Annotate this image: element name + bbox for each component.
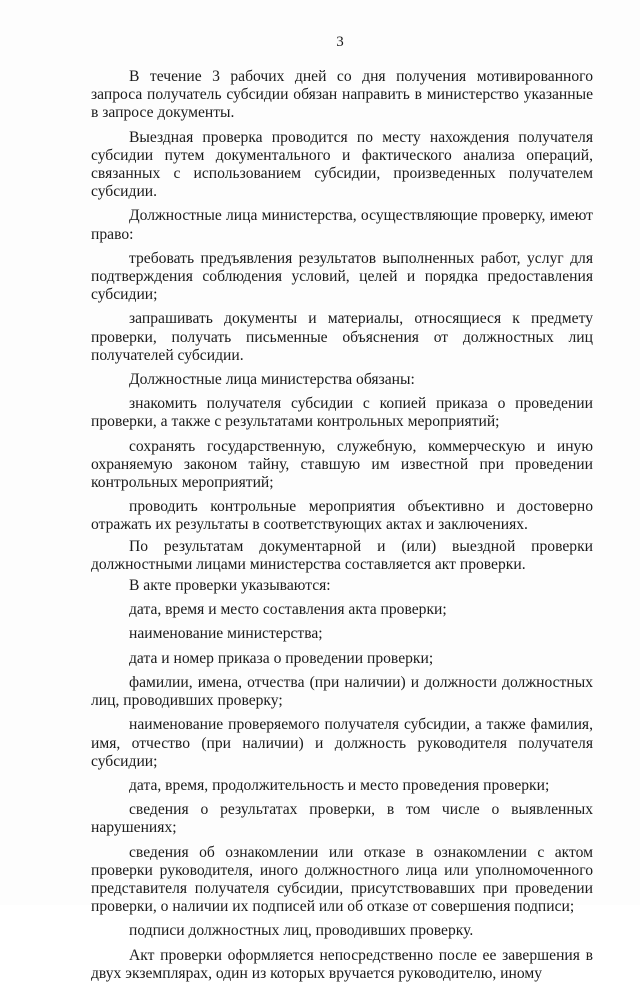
list-item: фамилии, имена, отчества (при наличии) и должности должностных лиц, проводивших проверку; xyxy=(91,673,593,710)
list-item: сведения о результатах проверки, в том числе о выявленных нарушениях; xyxy=(91,801,593,837)
list-item: запрашивать документы и материалы, относящиеся к предмету проверки, получать письменные объяснения от должностных лиц получателей субсидии. xyxy=(91,310,593,364)
paragraph: Акт проверки оформляется непосредственно после ее завершения в двух экземплярах, один из которых вручается руководителю, иному xyxy=(91,946,593,982)
paragraph: Должностные лица министерства, осуществляющие проверку, имеют право: xyxy=(91,207,593,243)
document-body xyxy=(91,68,593,983)
list-item: дата и номер приказа о проведении проверки; xyxy=(129,649,434,667)
paragraph: В акте проверки указываются: xyxy=(129,577,331,595)
paragraph: Должностные лица министерства обязаны: xyxy=(129,371,415,389)
list-item: проводить контрольные мероприятия объективно и достоверно отражать их результаты в соответствующих актах и заключениях. xyxy=(91,498,593,534)
list-item: дата, время, продолжительность и место проведения проверки; xyxy=(129,776,550,794)
list-item: подписи должностных лиц, проводивших проверку. xyxy=(129,922,474,940)
list-item: требовать предъявления результатов выполненных работ, услуг для подтверждения соблюдения условий, целей и порядка предоставления субсидии; xyxy=(91,249,593,304)
list-item: сведения об ознакомлении или отказе в ознакомлении с актом проверки руководителя, иного должностного лица или уполномоченного представителя получателя субсидии, присутствовавших при проведении проверки, о наличии их подписей или об отказе от совершения подписи; xyxy=(91,843,593,916)
paragraph: Выездная проверка проводится по месту нахождения получателя субсидии путем документального и фактического анализа операций, связанных с использованием субсидии, произведенных получателем субсидии. xyxy=(91,128,593,201)
paragraph: По результатам документарной и (или) выездной проверки должностными лицами министерства составляется акт проверки. xyxy=(91,537,593,573)
paragraph: В течение 3 рабочих дней со дня получения мотивированного запроса получатель субсидии обязан направить в министерство указанные в запросе документы. xyxy=(91,68,593,122)
list-item: сохранять государственную, служебную, коммерческую и иную охраняемую законом тайну, ставшую им известной при проведении контрольных мероприятий; xyxy=(91,437,593,492)
list-item: наименование проверяемого получателя субсидии, а также фамилия, имя, отчество (при наличии) и должность руководителя получателя субсидии; xyxy=(91,716,593,770)
page-number: 3 xyxy=(336,34,344,50)
list-item: дата, время и место составления акта проверки; xyxy=(129,601,447,619)
list-item: наименование министерства; xyxy=(129,625,323,643)
list-item: знакомить получателя субсидии с копией приказа о проведении проверки, а также с результатами контрольных мероприятий; xyxy=(91,395,593,431)
